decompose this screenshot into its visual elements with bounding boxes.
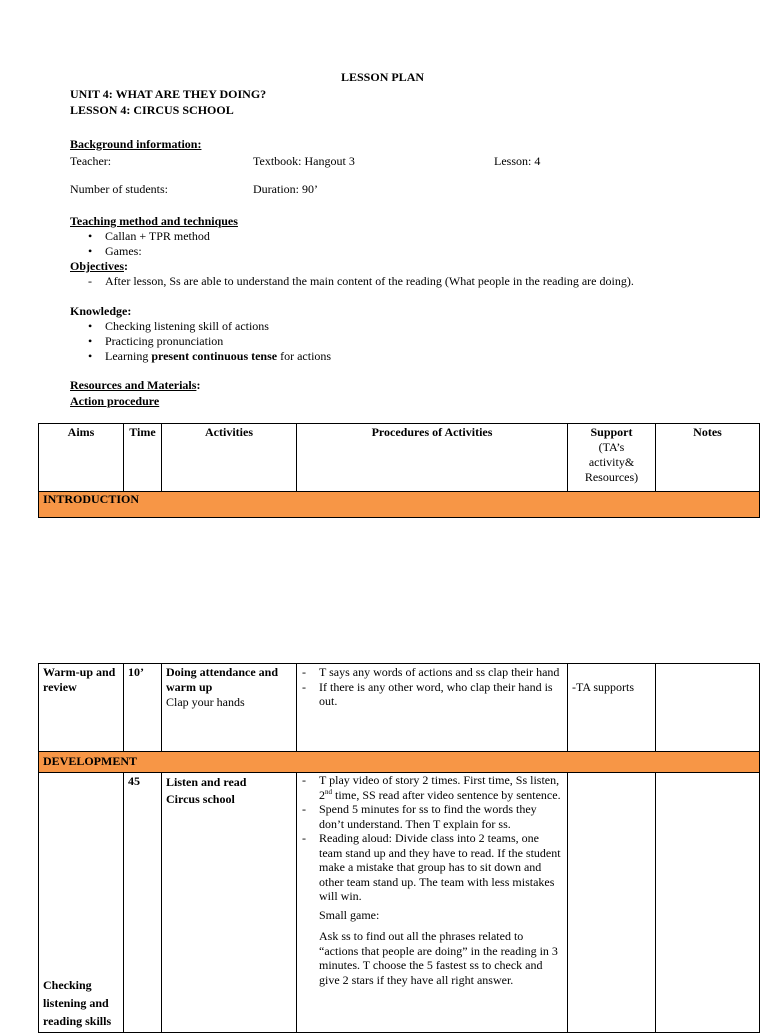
students-label: Number of students:: [70, 182, 168, 196]
lesson-number: Lesson: 4: [494, 154, 541, 168]
cell-notes: [656, 664, 760, 752]
duration-label: Duration: 90’: [253, 182, 318, 196]
method-item: • Games:: [70, 244, 210, 259]
section-label-development: DEVELOPMENT: [39, 752, 760, 773]
method-heading: Teaching method and techniques: [70, 214, 238, 228]
resources-heading-text: Resources and Materials: [70, 378, 197, 392]
game-description: Ask ss to find out all the phrases related to “actions that people are doing” in the reading in 3 minutes. T choose the 5 fastest ss to check and give 2 stars if they have all right answer.: [319, 929, 558, 987]
unit-title: UNIT 4: WHAT ARE THEY DOING?: [70, 87, 267, 101]
teacher-label: Teacher:: [70, 154, 112, 168]
section-row-introduction: [39, 492, 760, 518]
cell-time: 10’: [124, 664, 162, 752]
procedure-item: - T says any words of actions and ss clap their hand: [297, 665, 563, 680]
header-support-line: Resources): [584, 470, 639, 484]
textbook-label: Textbook: Hangout 3: [253, 154, 355, 168]
cell-notes: [656, 773, 760, 1033]
cell-support: [568, 773, 656, 1033]
dash-marker: -: [88, 274, 92, 288]
cell-aims: Warm-up and review: [39, 664, 124, 752]
table-row-listen-read: [39, 773, 760, 1033]
procedure-text: T play video of story 2 times. First time, Ss listen, 2: [319, 773, 560, 802]
header-support-line: activity&: [588, 455, 635, 469]
cell-aims: Checking listening and reading skills: [39, 773, 124, 1033]
cell-time: 45: [124, 773, 162, 1033]
knowledge-item-pre: Learning: [105, 349, 152, 363]
header-aims: Aims: [39, 424, 124, 492]
ordinal-suffix: nd: [325, 787, 332, 796]
cell-procedures: [297, 664, 568, 752]
activity-subtitle: Clap your hands: [166, 695, 245, 709]
lesson-table-header: [38, 423, 760, 518]
objectives-text: After lesson, Ss are able to understand the main content of the reading (What people in the reading are doing).: [105, 274, 634, 288]
cell-activity: [162, 664, 297, 752]
procedure-heading: Action procedure: [70, 394, 160, 408]
knowledge-heading: Knowledge:: [70, 304, 132, 318]
objectives-heading: [70, 259, 128, 274]
procedure-item: [297, 773, 563, 802]
method-item: • Callan + TPR method: [70, 229, 210, 244]
header-procedures: Procedures of Activities: [297, 424, 568, 492]
cell-support: -TA supports: [568, 664, 656, 752]
objectives-colon: :: [123, 259, 128, 273]
activity-title: Doing attendance and warm up: [166, 665, 279, 694]
procedure-item: - If there is any other word, who clap their hand is out.: [297, 680, 563, 709]
method-list: [70, 229, 210, 259]
lesson-table-body: [38, 663, 760, 1033]
header-support-line: (TA’s: [598, 440, 625, 454]
activity-title: Listen and read: [166, 775, 247, 789]
knowledge-item: • Checking listening skill of actions: [70, 319, 331, 334]
table-row-warmup: [39, 664, 760, 752]
document-title: LESSON PLAN: [341, 70, 425, 84]
procedure-list: [297, 773, 563, 904]
small-game-label: Small game:: [319, 907, 380, 922]
cell-procedures: [297, 773, 568, 1033]
objectives-heading-text: Objectives: [70, 259, 124, 273]
procedure-text: time, SS read after video sentence by sentence.: [332, 787, 561, 802]
section-row-development: [39, 752, 760, 773]
procedure-item: - Spend 5 minutes for ss to find the words they don’t understand. Then T explain for ss.: [297, 802, 563, 831]
knowledge-list: [70, 319, 331, 364]
section-label-introduction: INTRODUCTION: [39, 492, 760, 518]
knowledge-item: • Practicing pronunciation: [70, 334, 331, 349]
header-support-title: Support: [590, 425, 633, 439]
activity-subtitle: Circus school: [166, 792, 235, 806]
header-support: [568, 424, 656, 492]
knowledge-item-bold: present continuous tense: [151, 349, 278, 363]
procedure-list: [297, 665, 563, 709]
header-notes: Notes: [656, 424, 760, 492]
resources-heading: [70, 378, 200, 393]
procedure-item: - Reading aloud: Divide class into 2 teams, one team stand up and they have to read. If the student make a mistake that group has to sit down and other team stand up. The team with less mistakes will win.: [297, 831, 563, 904]
background-heading: Background information:: [70, 137, 202, 151]
knowledge-item-post: for actions: [277, 349, 332, 363]
cell-activity: [162, 773, 297, 1033]
header-time: Time: [124, 424, 162, 492]
table-header-row: [39, 424, 760, 492]
resources-colon: :: [196, 378, 201, 392]
lesson-title: LESSON 4: CIRCUS SCHOOL: [70, 103, 234, 117]
header-activities: Activities: [162, 424, 297, 492]
knowledge-item: [70, 349, 331, 364]
